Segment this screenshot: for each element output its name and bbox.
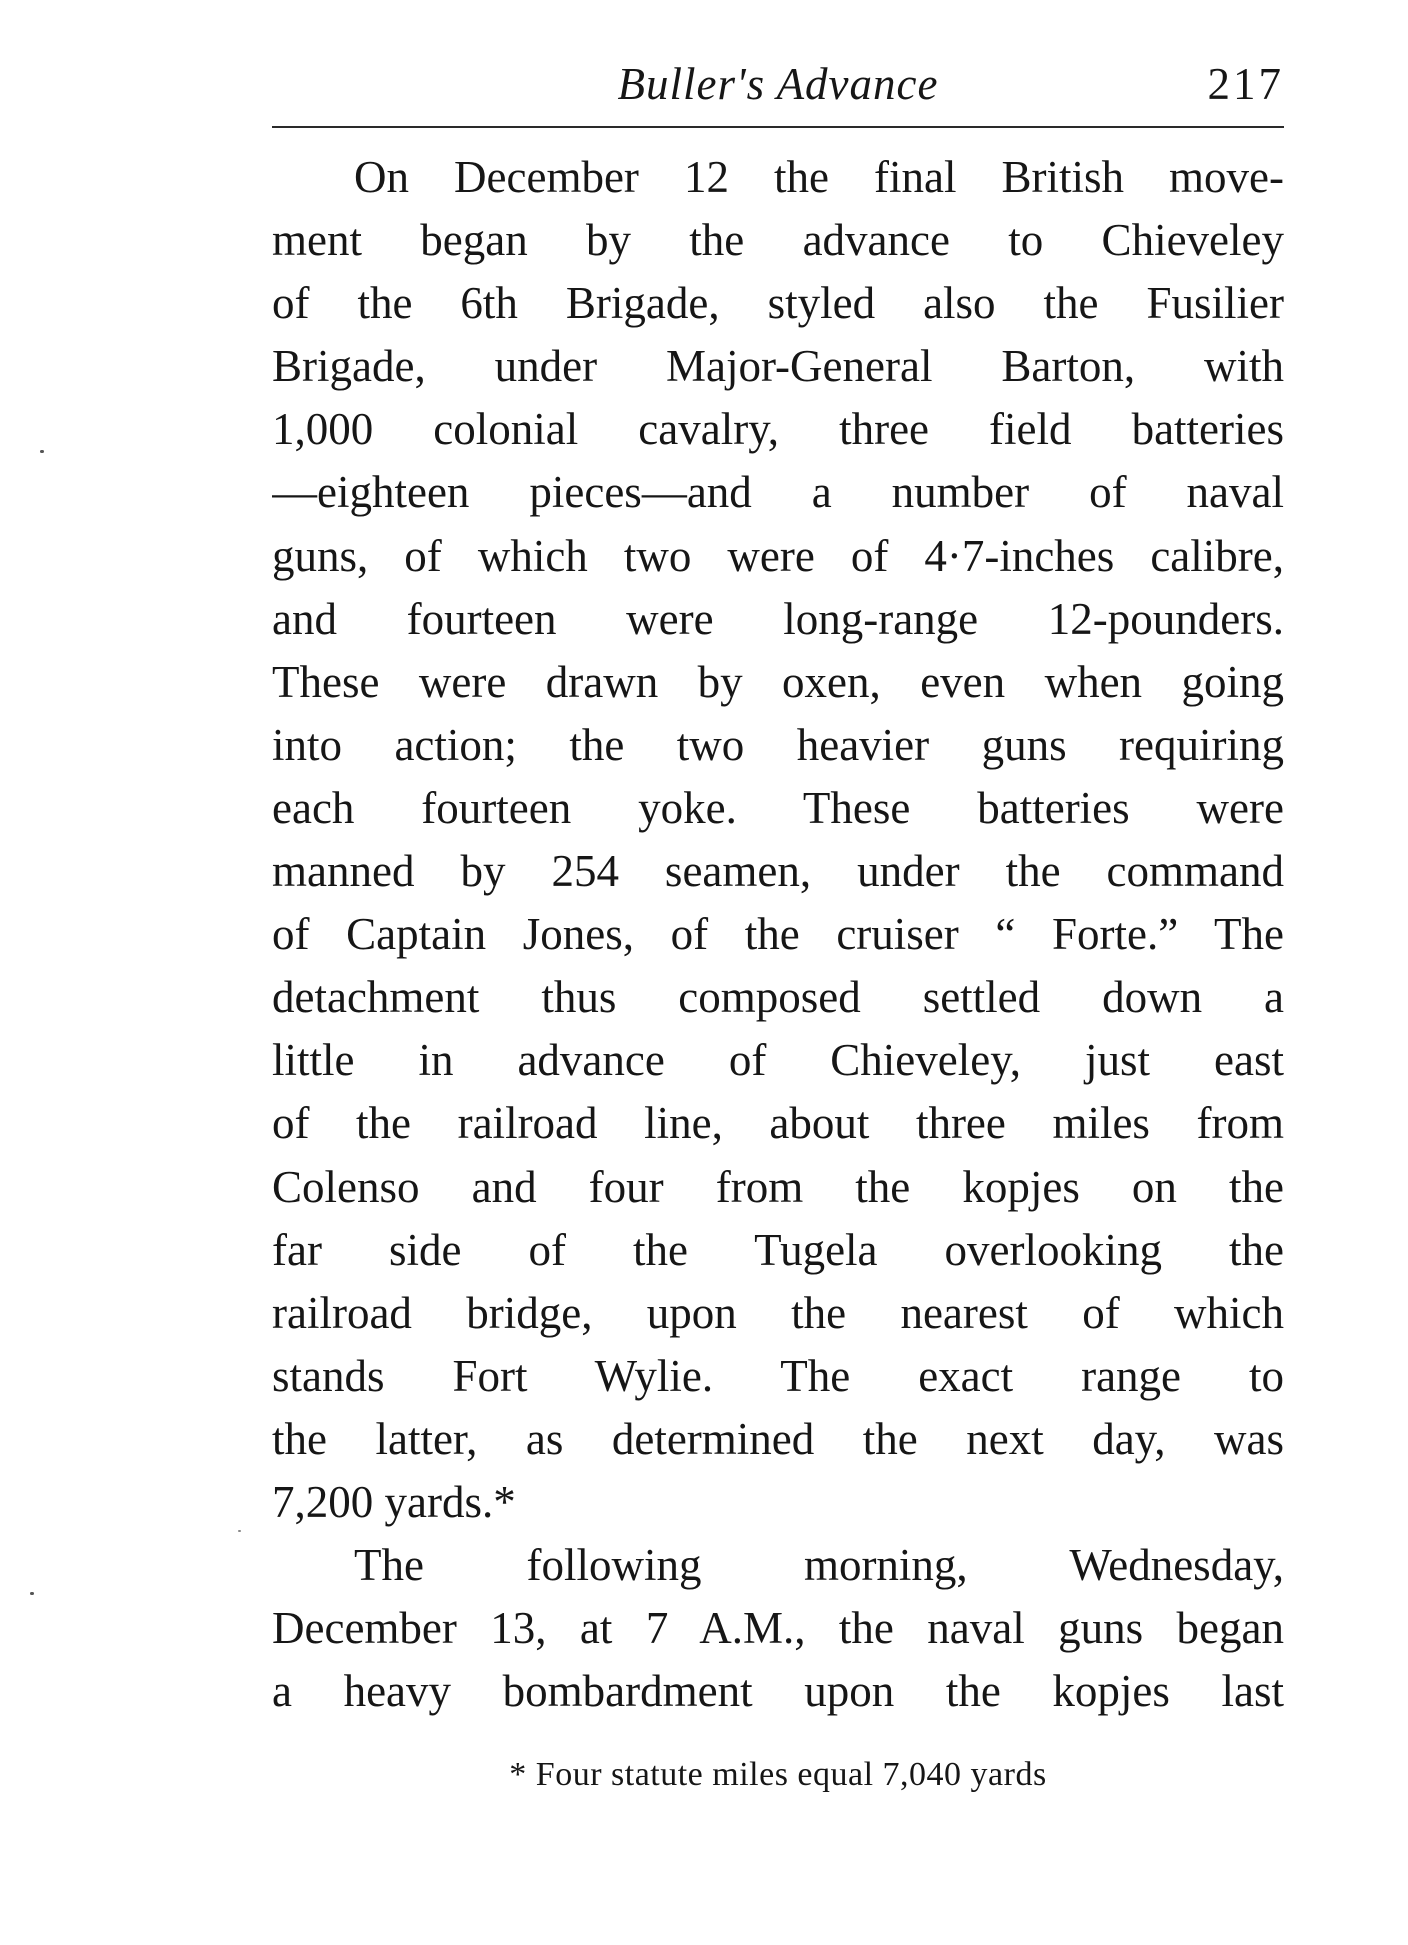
- text-line: December 13, at 7 A.M., the naval guns began: [272, 1603, 1284, 1654]
- footnote: * Four statute miles equal 7,040 yards: [509, 1756, 1047, 1793]
- text-line: little in advance of Chieveley, just east: [272, 1035, 1284, 1086]
- text-line: into action; the two heavier guns requiring: [272, 719, 1284, 770]
- text-line: Colenso and four from the kopjes on the: [272, 1161, 1284, 1212]
- text-line: Brigade, under Major-General Barton, with: [272, 341, 1284, 392]
- header-rule: [272, 126, 1284, 128]
- text-line: guns, of which two were of 4·7-inches calibre,: [272, 530, 1284, 581]
- text-line: and fourteen were long-range 12-pounders.: [272, 593, 1284, 644]
- text-line: manned by 254 seamen, under the command: [272, 846, 1284, 897]
- running-head: [272, 48, 1284, 120]
- text-line: detachment thus composed settled down a: [272, 972, 1284, 1023]
- text-line: These were drawn by oxen, even when going: [272, 656, 1284, 707]
- page-number: 217: [1207, 59, 1284, 109]
- body-text: [272, 146, 1284, 1723]
- text-line: far side of the Tugela overlooking the: [272, 1224, 1284, 1275]
- text-line: of the 6th Brigade, styled also the Fusilier: [272, 278, 1284, 329]
- text-line: railroad bridge, upon the nearest of which: [272, 1287, 1284, 1338]
- text-line: 7,200 yards.*: [272, 1476, 516, 1527]
- text-line: of the railroad line, about three miles from: [272, 1098, 1284, 1149]
- paragraph-1: [272, 146, 1284, 1534]
- text-line: On December 12 the final British move-: [354, 152, 1284, 202]
- text-line: —eighteen pieces—and a number of naval: [272, 467, 1284, 518]
- text-line: the latter, as determined the next day, was: [272, 1413, 1284, 1464]
- scan-speck: [30, 1592, 34, 1595]
- text-line: The following morning, Wednesday,: [354, 1540, 1284, 1591]
- text-line: each fourteen yoke. These batteries were: [272, 782, 1284, 833]
- text-line: stands Fort Wylie. The exact range to: [272, 1350, 1284, 1401]
- text-line: 1,000 colonial cavalry, three field batteries: [272, 404, 1284, 455]
- text-line: a heavy bombardment upon the kopjes last: [272, 1666, 1284, 1717]
- running-title: Buller's Advance: [617, 59, 939, 109]
- paragraph-2: [272, 1534, 1284, 1723]
- scan-speck: [40, 450, 44, 453]
- text-line: of Captain Jones, of the cruiser “ Forte.” The: [272, 909, 1284, 960]
- scan-speck: [238, 1530, 241, 1532]
- text-line: ment began by the advance to Chieveley: [272, 215, 1284, 266]
